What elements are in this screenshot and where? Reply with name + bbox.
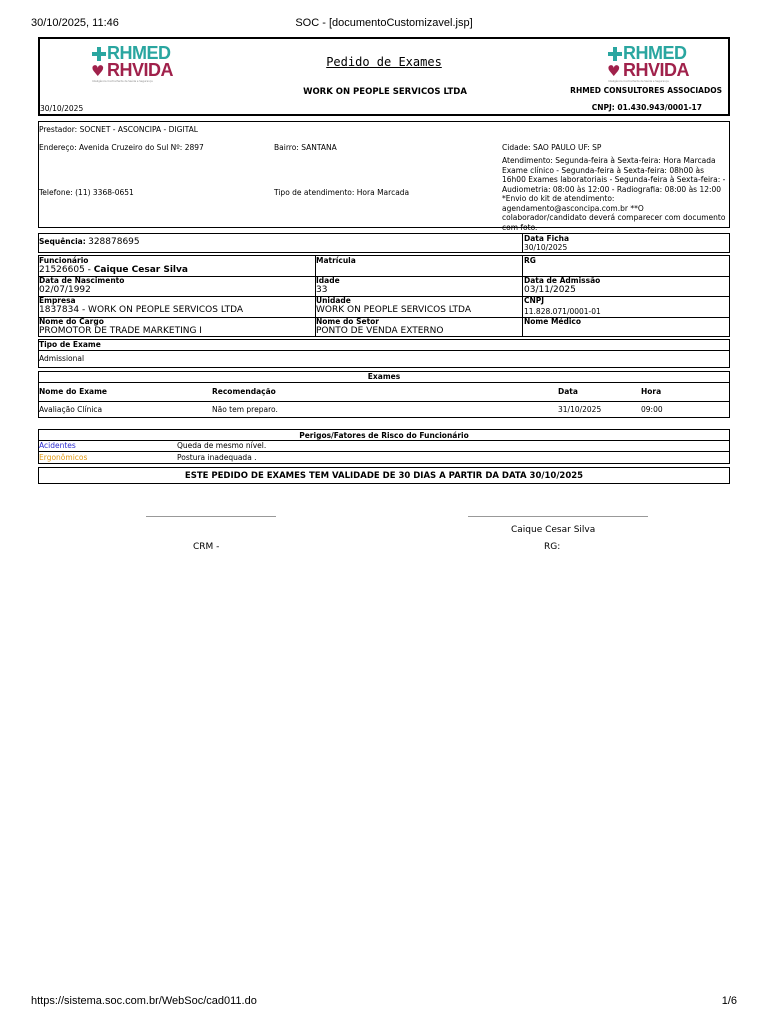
employee-rg-label: RG: (544, 542, 561, 552)
exam-type-value: Admissional (39, 354, 85, 363)
cnpj-label: CNPJ (524, 296, 545, 305)
risks-section (38, 429, 730, 464)
company-label: Empresa (39, 296, 76, 305)
risk-category-ergonomic[interactable]: Ergonômicos (39, 453, 88, 462)
admission-date-value: 03/11/2025 (524, 285, 576, 295)
print-footer (31, 995, 737, 1009)
validity-section (38, 467, 730, 484)
logo-left: ♥ RHMED RHVIDA Inteligência Contra Perda de Saúde e Segurança (91, 43, 174, 83)
birth-date-value: 02/07/1992 (39, 285, 91, 295)
provider-name: Prestador: SOCNET - ASCONCIPA - DIGITAL (39, 125, 198, 134)
admission-date-label: Data de Admissão (524, 276, 601, 285)
logo-right: ♥ RHMED RHVIDA Inteligência Contra Perda de Saúde e Segurança (607, 43, 690, 83)
role-value: PROMOTOR DE TRADE MARKETING I (39, 326, 202, 336)
print-page-number: 1/6 (721, 995, 737, 1007)
provider-section (38, 121, 730, 232)
company-value: 1837834 - WORK ON PEOPLE SERVICOS LTDA (39, 305, 244, 315)
doctor-label: Nome Médico (524, 317, 582, 326)
exam-type-section (38, 339, 730, 368)
document-header (38, 37, 730, 116)
exam-type-label: Tipo de Exame (39, 340, 101, 349)
age-label: Idade (316, 276, 340, 285)
age-value: 33 (316, 285, 328, 295)
unit-value: WORK ON PEOPLE SERVICOS LTDA (316, 305, 471, 315)
risk-description-ergonomic: Postura inadequada . (177, 453, 257, 462)
sheet-date-label: Data Ficha (524, 234, 570, 243)
exams-col-recommendation: Recomendação (212, 387, 276, 396)
employee-label: Funcionário (39, 256, 89, 265)
document-title: Pedido de Exames (326, 55, 442, 69)
provider-phone: Telefone: (11) 3368-0651 (39, 188, 134, 197)
doctor-crm-label: CRM - (193, 542, 220, 552)
exams-title: Exames (367, 372, 401, 381)
role-label: Nome do Cargo (39, 317, 104, 326)
unit-label: Unidade (316, 296, 351, 305)
print-url: https://sistema.soc.com.br/WebSoc/cad011.do (31, 995, 257, 1007)
consultant-cnpj: CNPJ: 01.430.943/0001-17 (591, 103, 702, 112)
sequence-field: Sequência: 328878695 (39, 237, 140, 247)
risk-description-accidents: Queda de mesmo nível. (177, 441, 267, 450)
signature-line-doctor (146, 516, 276, 517)
employee-signature-name: Caique Cesar Silva (511, 525, 596, 535)
exams-section (38, 371, 730, 418)
exams-col-date: Data (558, 387, 578, 396)
medical-cross-icon (608, 47, 622, 61)
company-name: WORK ON PEOPLE SERVICOS LTDA (303, 87, 467, 97)
heart-icon: ♥ (91, 62, 105, 80)
header-date: 30/10/2025 (40, 104, 84, 113)
exam-name: Avaliação Clínica (39, 405, 103, 414)
exam-time: 09:00 (641, 405, 663, 414)
employee-section (38, 255, 730, 337)
provider-schedule: Atendimento: Segunda-feira à Sexta-feira: Hora Marcada Exame clínico - Segunda-feira à Sexta-feira: 08h00 às 16h00 Exames laboratoriais - Segunda-feira à Sexta-feira: - Audiometria: 08:00 às 12:00 - Radiografia: 08:00 às 12:00 *Envio do kit de atendimento: agendamento@asconcipa.com.br **O colaborador/candidato deverá comparecer com documento com foto. (502, 156, 726, 232)
heart-icon: ♥ (607, 62, 621, 80)
exams-col-name: Nome do Exame (39, 387, 107, 396)
exam-recommendation: Não tem preparo. (212, 405, 278, 414)
signature-line-employee (468, 516, 648, 517)
print-date: 30/10/2025, 11:46 (31, 17, 119, 29)
consultant-name: RHMED CONSULTORES ASSOCIADOS (570, 86, 722, 95)
print-header (31, 17, 737, 31)
sheet-date-value: 30/10/2025 (524, 243, 568, 252)
provider-attendance-type: Tipo de atendimento: Hora Marcada (274, 188, 410, 197)
birth-date-label: Data de Nascimento (39, 276, 125, 285)
exam-date: 31/10/2025 (558, 405, 602, 414)
cnpj-value: 11.828.071/0001-01 (524, 307, 601, 316)
employee-value: 21526605 - Caique Cesar Silva (39, 265, 188, 275)
provider-city: Cidade: SAO PAULO UF: SP (502, 143, 602, 152)
print-page-title: SOC - [documentoCustomizavel.jsp] (295, 17, 473, 29)
provider-address: Endereço: Avenida Cruzeiro do Sul Nº: 2897 (39, 143, 204, 152)
registration-label: Matrícula (316, 256, 356, 265)
rg-label: RG (524, 256, 536, 265)
sector-value: PONTO DE VENDA EXTERNO (316, 326, 444, 336)
provider-district: Bairro: SANTANA (274, 143, 337, 152)
sequence-section (38, 233, 730, 253)
exams-col-time: Hora (641, 387, 662, 396)
risks-title: Perigos/Fatores de Risco do Funcionário (299, 431, 469, 440)
risk-category-accidents[interactable]: Acidentes (39, 441, 76, 450)
validity-notice: ESTE PEDIDO DE EXAMES TEM VALIDADE DE 30 DIAS A PARTIR DA DATA 30/10/2025 (184, 471, 584, 481)
sector-label: Nome do Setor (316, 317, 379, 326)
